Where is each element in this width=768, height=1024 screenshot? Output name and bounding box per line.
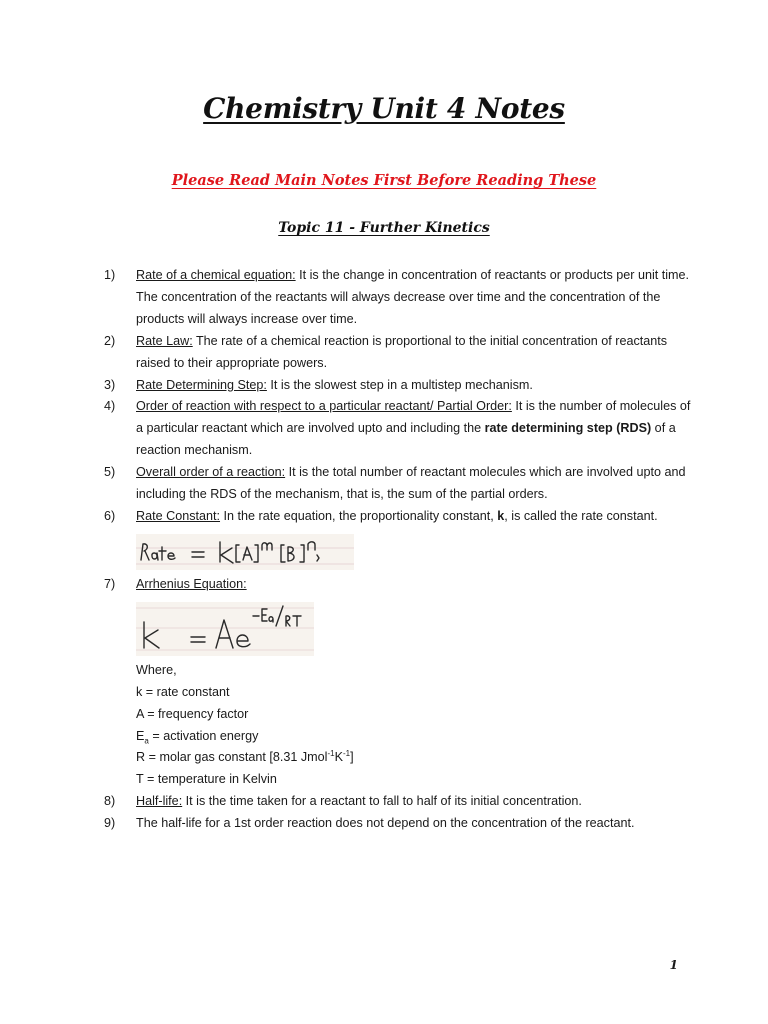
item-number: 6) (104, 508, 116, 523)
r-unit-k: K (334, 750, 343, 765)
item-text: It is the slowest step in a multistep mechanism. (266, 377, 533, 392)
r-bracket: ] (350, 750, 354, 765)
item-number: 3) (104, 377, 116, 392)
page-title: Chemistry Unit 4 Notes (203, 92, 565, 125)
list-item (104, 331, 694, 375)
list-item (104, 813, 694, 835)
item-text: It is the total number of reactant molecules which are involved upto and including the RDS of the mechanism, that is, the sum of the partial orders. (136, 465, 686, 502)
item-term: Arrhenius Equation: (136, 576, 247, 591)
item-bold-text: rate determining step (RDS) (484, 421, 652, 436)
r-text: R = molar gas constant [8.31 Jmol (136, 750, 328, 765)
list-item (104, 375, 694, 397)
definition-t: T = temperature in Kelvin (136, 772, 277, 787)
definition-r (136, 747, 694, 769)
topic-heading: Topic 11 - Further Kinetics (278, 220, 490, 236)
item-body (136, 396, 694, 462)
item-term: Rate Law: (136, 333, 193, 348)
item-text: The rate of a chemical reaction is proportional to the initial concentration of reactants raised to their appropriate powers. (136, 333, 668, 370)
item-text: It is the change in concentration of reactants or products per unit time. The concentration of the reactants will always decrease over time and the concentration of the products will always increase over time. (136, 268, 690, 326)
list-item (104, 396, 694, 462)
item-body (136, 791, 694, 813)
ea-text: = activation energy (148, 728, 259, 743)
item-body (136, 265, 694, 331)
list-item (104, 506, 694, 574)
item-body (136, 506, 694, 574)
item-term: Rate Constant: (136, 508, 221, 523)
item-term: Rate Determining Step: (136, 377, 267, 392)
list-item (104, 265, 694, 331)
item-body (136, 331, 694, 375)
item-number: 7) (104, 576, 116, 591)
item-text-2: of a reaction mechanism. (136, 421, 676, 458)
item-body (136, 574, 694, 791)
item-text: It is the number of molecules of a particular reactant which are involved upto and including the (136, 399, 691, 436)
list-item (104, 574, 694, 791)
item-text-2: , is called the rate constant. (504, 508, 658, 523)
ea-subscript: a (144, 736, 149, 746)
definition-ea (136, 726, 694, 748)
item-number: 8) (104, 794, 116, 809)
item-bold-text: k (497, 508, 505, 523)
r-superscript-1: -1 (327, 749, 335, 759)
item-number: 1) (104, 268, 116, 282)
ea-letter: E (136, 728, 145, 743)
item-text: The half-life for a 1st order reaction does not depend on the concentration of the reactant. (136, 816, 635, 831)
item-term: Order of reaction with respect to a particular reactant/ Partial Order: (136, 399, 512, 414)
where-heading: Where, (136, 662, 177, 677)
item-number: 4) (104, 399, 116, 414)
item-number: 9) (104, 816, 116, 831)
notes-list (104, 265, 694, 835)
item-term: Overall order of a reaction: (136, 465, 286, 480)
list-item (104, 462, 694, 506)
subtitle-warning: Please Read Main Notes First Before Reading These (171, 172, 597, 189)
item-number: 5) (104, 465, 116, 480)
item-body (136, 813, 694, 835)
item-text: It is the time taken for a reactant to fall to half of its initial concentration. (182, 794, 582, 809)
list-item (104, 791, 694, 813)
r-superscript-2: -1 (342, 749, 351, 759)
definition-k: k = rate constant (136, 684, 230, 699)
item-term: Half-life: (136, 794, 183, 809)
definition-a: A = frequency factor (136, 706, 249, 721)
item-text: In the rate equation, the proportionality constant, (220, 508, 498, 523)
item-body (136, 462, 694, 506)
arrhenius-equation-image (136, 602, 314, 656)
item-body (136, 375, 694, 397)
variable-definitions (136, 660, 694, 791)
item-number: 2) (104, 333, 116, 348)
item-term: Rate of a chemical equation: (136, 268, 296, 282)
page-number: 1 (669, 958, 678, 972)
rate-equation-image (136, 534, 354, 570)
